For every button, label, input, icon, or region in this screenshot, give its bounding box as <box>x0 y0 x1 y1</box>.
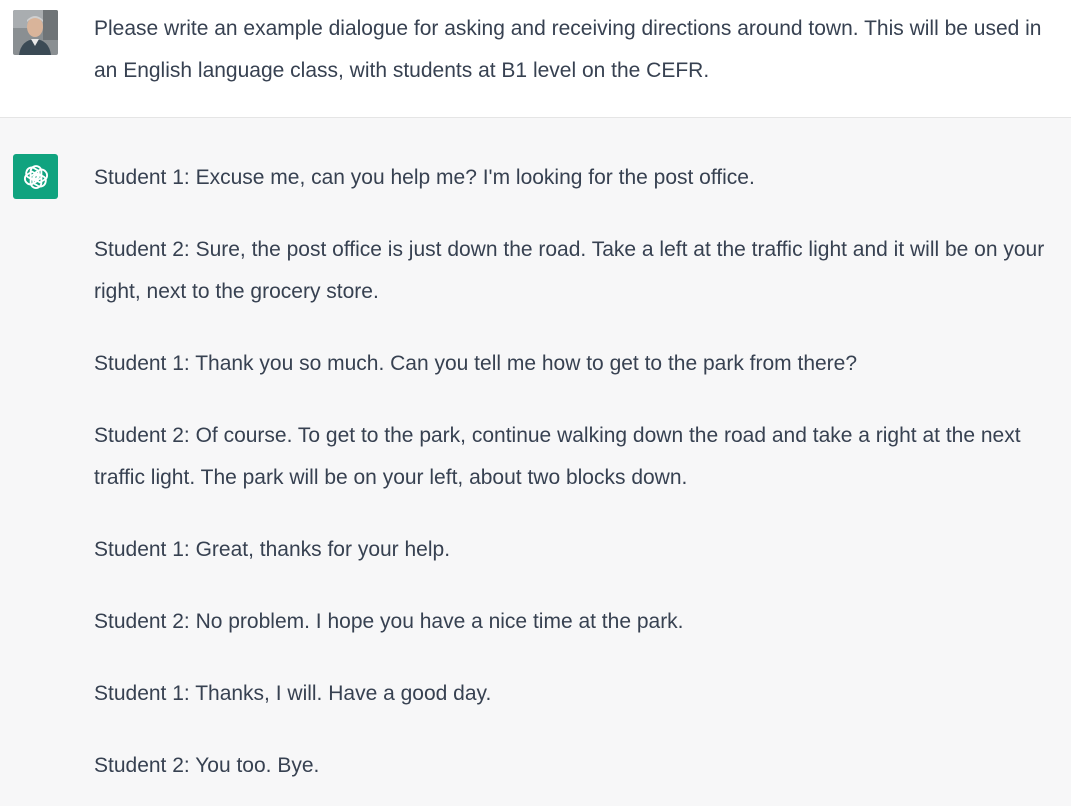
dialogue-line: Student 2: You too. Bye. <box>94 754 320 777</box>
dialogue-line: Student 1: Excuse me, can you help me? I'm looking for the post office. <box>94 166 755 189</box>
assistant-message-row <box>0 118 1071 806</box>
user-avatar <box>13 10 58 55</box>
user-avatar-photo-icon <box>13 10 58 55</box>
dialogue-line: Student 1: Great, thanks for your help. <box>94 538 451 561</box>
dialogue-line: Student 2: Of course. To get to the park, continue walking down the road and take a right at the next traffic light. The park will be on your left, about two blocks down. <box>94 424 1021 489</box>
dialogue-line: Student 1: Thanks, I will. Have a good day. <box>94 682 492 705</box>
user-message-row <box>0 0 1071 118</box>
openai-logo-glyph <box>21 162 51 192</box>
assistant-message-text <box>94 157 1069 806</box>
user-prompt-text: Please write an example dialogue for asking and receiving directions around town. This will be used in an English language class, with students at B1 level on the CEFR. <box>94 17 1042 82</box>
openai-logo-icon <box>13 154 58 199</box>
dialogue-line: Student 1: Thank you so much. Can you tell me how to get to the park from there? <box>94 352 858 375</box>
dialogue-line: Student 2: No problem. I hope you have a nice time at the park. <box>94 610 684 633</box>
dialogue-line: Student 2: Sure, the post office is just down the road. Take a left at the traffic light and it will be on your right, next to the grocery store. <box>94 238 1045 303</box>
